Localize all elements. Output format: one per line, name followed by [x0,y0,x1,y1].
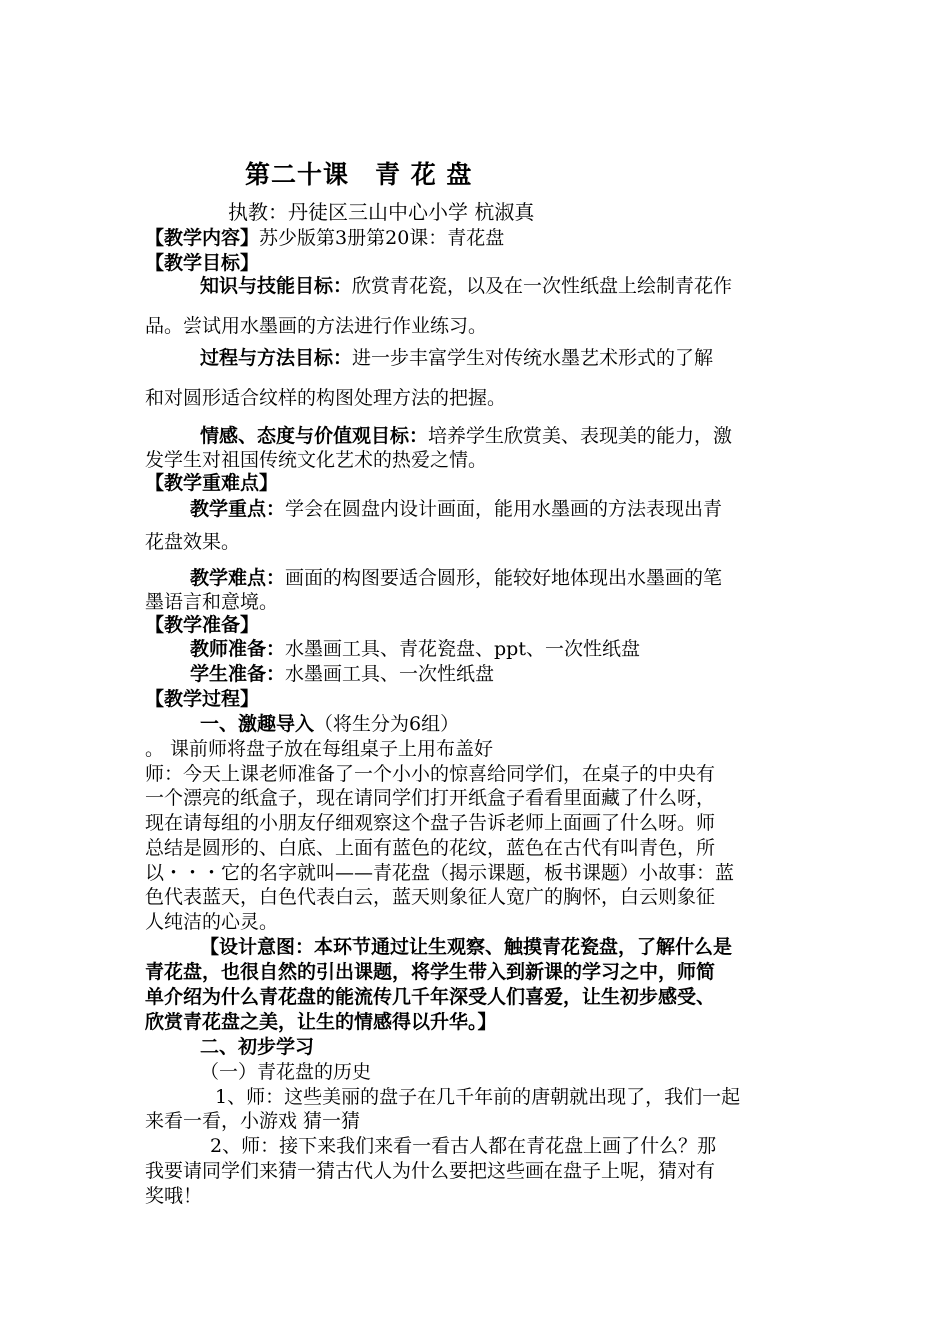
student-prep: 学生准备：水墨画工具、一次性纸盘 [190,663,495,685]
author-line: 执教：丹徒区三山中心小学 杭淑真 [228,200,535,224]
goals-heading: 【教学目标】 [145,252,260,274]
process-goal: 过程与方法目标：进一步丰富学生对传统水墨艺术形式的了解 [200,347,714,369]
process-goal-cont: 和对圆形适合纹样的构图处理方法的把握。 [145,387,507,409]
difficulty-point-cont: 墨语言和意境。 [145,591,279,613]
para1-line: 以・・・它的名字就叫——青花盘（揭示课题，板书课题）小故事：蓝 [145,862,735,884]
emotion-goal-cont: 发学生对祖国传统文化艺术的热爱之情。 [145,449,488,471]
teacher-prep: 教师准备：水墨画工具、青花瓷盘、ppt、一次性纸盘 [190,638,640,660]
item2: 2、师：接下来我们来看一看古人都在青花盘上画了什么？那 [210,1135,717,1157]
difficulty-point: 教学难点：画面的构图要适合圆形，能较好地体现出水墨画的笔 [190,567,723,589]
emotion-goal: 情感、态度与价值观目标：培养学生欣赏美、表现美的能力，激 [200,425,733,447]
step1-pre: 。 课前师将盘子放在每组桌子上用布盖好 [145,738,494,760]
design-intent-line: 【设计意图：本环节通过让生观察、触摸青花瓷盘，了解什么是 [200,936,733,958]
knowledge-goal-cont: 品。尝试用水墨画的方法进行作业练习。 [145,315,488,337]
knowledge-goal: 知识与技能目标：欣赏青花瓷，以及在一次性纸盘上绘制青花作 [200,275,733,297]
page-title: 第二十课 青 花 盘 [245,160,473,189]
item2-cont: 奖哦！ [145,1185,203,1207]
para1-line: 人纯洁的心灵。 [145,911,279,933]
para1-line: 现在请每组的小朋友仔细观察这个盘子告诉老师上面画了什么呀。师 [145,812,716,834]
focus-point-cont: 花盘效果。 [145,531,241,553]
para1-line: 师：今天上课老师准备了一个小小的惊喜给同学们，在桌子的中央有 [145,763,716,785]
design-intent-line: 欣赏青花盘之美，让生的情感得以升华。】 [145,1011,497,1033]
step1-heading: 一、激趣导入（将生分为6组） [200,713,460,735]
step2-heading: 二、初步学习 [200,1036,315,1058]
key-points-heading: 【教学重难点】 [145,472,279,494]
item2-cont: 我要请同学们来猜一猜古代人为什么要把这些画在盘子上呢，猜对有 [145,1160,716,1182]
process-heading: 【教学过程】 [145,688,260,710]
sub-heading-history: （一）青花盘的历史 [200,1061,372,1083]
teaching-content: 【教学内容】苏少版第3册第20课：青花盘 [145,227,505,249]
focus-point: 教学重点：学会在圆盘内设计画面，能用水墨画的方法表现出青 [190,498,723,520]
para1-line: 一个漂亮的纸盒子，现在请同学们打开纸盒子看看里面藏了什么呀， [145,787,716,809]
design-intent-line: 青花盘，也很自然的引出课题，将学生带入到新课的学习之中，师简 [145,961,716,983]
item1-cont: 来看一看，小游戏 猜一猜 [145,1110,361,1132]
prep-heading: 【教学准备】 [145,614,260,636]
item1: 1、师：这些美丽的盘子在几千年前的唐朝就出现了，我们一起 [215,1086,741,1108]
design-intent-line: 单介绍为什么青花盘的能流传几千年深受人们喜爱，让生初步感受、 [145,986,716,1008]
para1-line: 色代表蓝天，白色代表白云，蓝天则象征人宽广的胸怀，白云则象征 [145,886,716,908]
para1-line: 总结是圆形的、白底、上面有蓝色的花纹，蓝色在古代有叫青色，所 [145,837,716,859]
